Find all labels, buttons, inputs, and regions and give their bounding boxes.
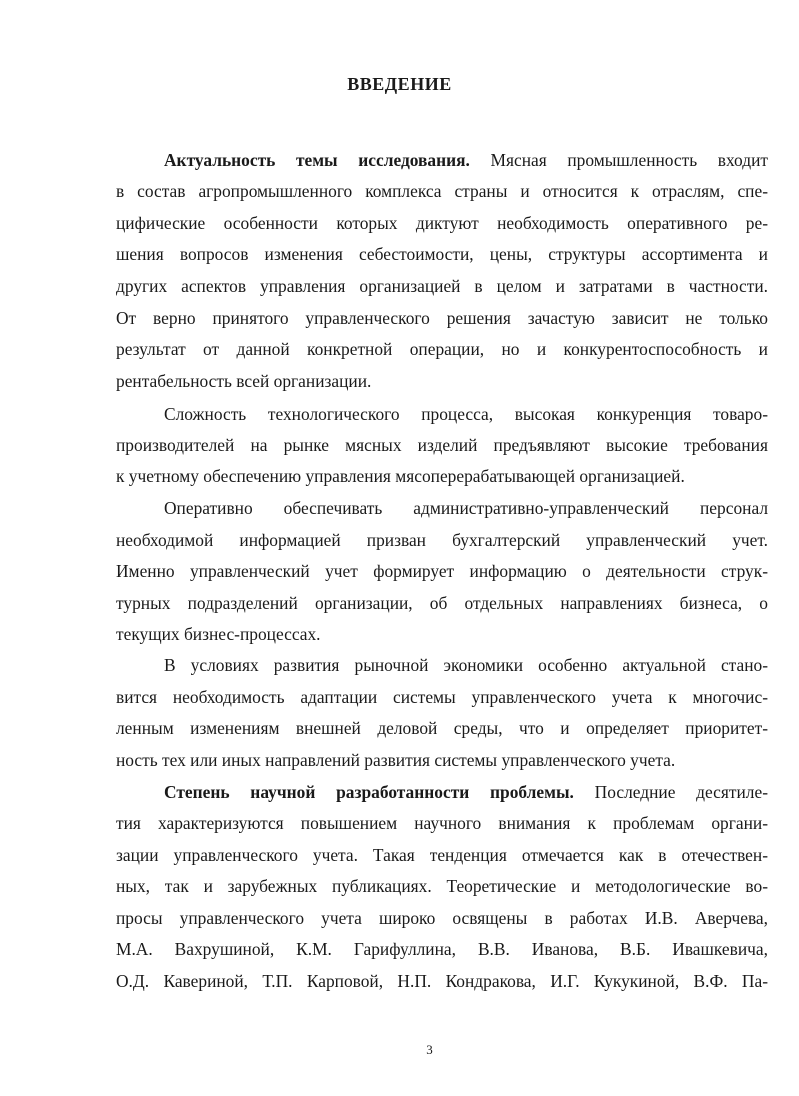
section-heading-development: Степень научной разработанности проблемы. — [164, 782, 574, 802]
text-line: Именно управленческий учет формирует информацию о деятельности струк- — [116, 561, 768, 581]
text-line: зации управленческого учета. Такая тенденция отмечается как в отечествен- — [116, 845, 768, 865]
text-line: ность тех или иных направлений развития системы управленческого учета. — [116, 750, 676, 770]
text-line: необходимой информацией призван бухгалтерский управленческий учет. — [116, 530, 768, 550]
text-line: производителей на рынке мясных изделий предъявляют высокие требования — [116, 435, 768, 455]
text-line: текущих бизнес-процессах. — [116, 624, 321, 644]
text-line: к учетному обеспечению управления мясоперерабатывающей организацией. — [116, 466, 685, 486]
text-line: шения вопросов изменения себестоимости, цены, структуры ассортимента и — [116, 244, 768, 264]
text-line: Степень научной разработанности проблемы. Последние десятиле- — [164, 782, 768, 802]
text-line: рентабельность всей организации. — [116, 371, 372, 391]
text-line: О.Д. Кавериной, Т.П. Карповой, Н.П. Кондракова, И.Г. Кукукиной, В.Ф. Па- — [116, 971, 768, 991]
text-line: вится необходимость адаптации системы управленческого учета к многочис- — [116, 687, 768, 707]
text-line: Сложность технологического процесса, высокая конкуренция товаро- — [164, 404, 768, 424]
text-line: М.А. Вахрушиной, К.М. Гарифуллина, В.В. Иванова, В.Б. Ивашкевича, — [116, 939, 768, 959]
text-line: От верно принятого управленческого решения зачастую зависит не только — [116, 308, 768, 328]
text-line: Актуальность темы исследования. Мясная промышленность входит — [164, 150, 768, 170]
text-line: в состав агропромышленного комплекса страны и относится к отраслям, спе- — [116, 181, 768, 201]
text-line: тия характеризуются повышением научного внимания к проблемам органи- — [116, 813, 768, 833]
text-line: цифические особенности которых диктуют необходимость оперативного ре- — [116, 213, 768, 233]
section-heading-relevance: Актуальность темы исследования. — [164, 150, 470, 170]
text-line: других аспектов управления организацией в целом и затратами в частности. — [116, 276, 768, 296]
text-line: турных подразделений организации, об отдельных направлениях бизнеса, о — [116, 593, 768, 613]
text-line: ленным изменениям внешней деловой среды, что и определяет приоритет- — [116, 718, 768, 738]
text-line: В условиях развития рыночной экономики особенно актуальной стано- — [164, 655, 768, 675]
text-line: просы управленческого учета широко освящены в работах И.В. Аверчева, — [116, 908, 768, 928]
text-line: ных, так и зарубежных публикациях. Теоретические и методологические во- — [116, 876, 768, 896]
page-title: ВВЕДЕНИЕ — [347, 74, 452, 94]
text-line: Оперативно обеспечивать административно-управленческий персонал — [164, 498, 768, 518]
text-line: результат от данной конкретной операции, но и конкурентоспособность и — [116, 339, 768, 359]
page-number: 3 — [426, 1042, 433, 1057]
